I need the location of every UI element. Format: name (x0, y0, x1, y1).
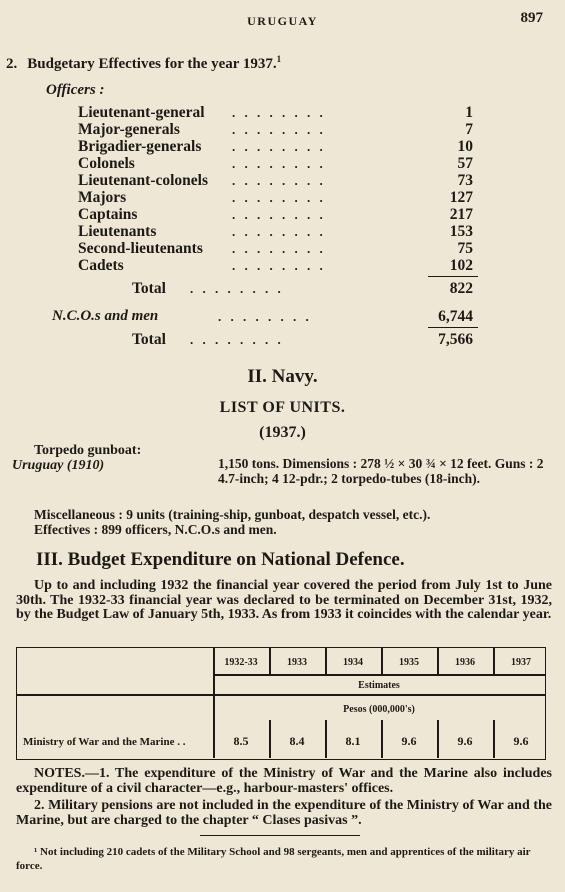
rank-label: Second-lieutenants (78, 240, 203, 257)
officer-row (0, 138, 565, 156)
units-year: (1937.) (259, 424, 306, 441)
rank-count: 217 (449, 206, 473, 223)
year-header: 1933 (287, 657, 307, 668)
rank-label: Majors (78, 189, 127, 206)
footnote: ¹ Not including 210 cadets of the Military School and 98 sergeants, men and apprentices of the military air force. (16, 846, 531, 872)
effectives-line: Effectives : 899 officers, N.C.O.s and men. (34, 522, 277, 537)
rank-count: 10 (457, 138, 473, 155)
rank-count: 75 (457, 240, 473, 257)
year-header: 1935 (399, 657, 419, 668)
officers-total-row (0, 280, 565, 298)
note-2: 2. Military pensions are not included in the expenditure of the Ministry of War and the Marine, but are charged to the chapter “ Clases pasivas ”. (16, 798, 552, 828)
officers-total-value: 822 (449, 280, 473, 297)
nco-label: N.C.O.s and men (52, 308, 159, 324)
financial-year-paragraph: Up to and including 1932 the financial year covered the period from July 1st to June 30th. The 1932-33 financial year was declared to be terminated on December 31st, 1932, by the Budget Law of January 5th, 1933. As from 1933 it coincides with the calendar year. (16, 578, 552, 622)
rank-label: Colonels (78, 155, 135, 172)
torpedo-gunboat-label: Torpedo gunboat: (34, 443, 142, 458)
officer-row (0, 206, 565, 224)
officer-row (0, 104, 565, 122)
budget-value: 9.6 (457, 734, 473, 748)
header-rule (17, 694, 545, 696)
officer-row (0, 240, 565, 258)
rank-count: 127 (449, 189, 473, 206)
budget-value: 9.6 (401, 734, 417, 748)
budget-value: 8.4 (289, 734, 305, 748)
year-header: 1934 (343, 657, 363, 668)
grand-total-row (0, 331, 565, 349)
rank-count: 153 (449, 223, 473, 240)
budget-value: 8.1 (345, 734, 361, 748)
rank-label: Brigadier-generals (78, 138, 202, 155)
footnote-ref: 1 (276, 54, 282, 64)
row-label: Ministry of War and the Marine . . (23, 736, 186, 748)
leader-dots: . . . . . . . . (232, 258, 326, 273)
nco-value: 6,744 (438, 308, 473, 325)
leader-dots: . . . . . . . . (232, 139, 326, 154)
officers-label: Officers : (46, 82, 105, 98)
rank-label: Lieutenant-general (78, 104, 205, 121)
officer-row (0, 189, 565, 207)
budget-table (16, 647, 546, 760)
nco-row (0, 308, 565, 326)
navy-title: II. Navy. (247, 366, 318, 387)
leader-dots: . . . . . . . . (232, 173, 326, 188)
leader-dots: . . . . . . . . (232, 241, 326, 256)
leader-dots: . . . . . . . . (232, 190, 326, 205)
leader-dots: . . . . . . . . (218, 309, 312, 324)
rank-count: 57 (457, 155, 473, 172)
leader-dots: . . . . . . . . (190, 332, 284, 347)
miscellaneous-block (34, 507, 554, 537)
officer-row (0, 172, 565, 190)
budget-value: 8.5 (233, 734, 249, 748)
header-rule (213, 674, 545, 676)
notes-block (16, 766, 552, 828)
running-head: URUGUAY (247, 14, 318, 28)
officer-row (0, 223, 565, 241)
section-2-title (6, 54, 281, 73)
unit-label: Pesos (000,000's) (343, 704, 415, 715)
leader-dots: . . . . . . . . (232, 156, 326, 171)
rank-count: 102 (449, 257, 473, 274)
year-header: 1932-33 (224, 657, 258, 668)
grand-total-value: 7,566 (438, 331, 473, 348)
leader-dots: . . . . . . . . (232, 207, 326, 222)
rank-label: Cadets (78, 257, 124, 274)
rank-label: Lieutenants (78, 223, 157, 240)
rank-label: Lieutenant-colonels (78, 172, 209, 189)
officer-row (0, 121, 565, 139)
note-1: NOTES.—1. The expenditure of the Ministry of War and the Marine also includes expenditure of a civil character—e.g., harbour-masters' offices. (16, 766, 552, 796)
ship-description: 1,150 tons. Dimensions : 278 ½ × 30 ¾ × 12 feet. Guns : 2 4.7-inch; 4 12-pdr.; 2 torpedo-tubes (18-inch). (218, 456, 544, 486)
total-label: Total (132, 331, 166, 348)
leader-dots: . . . . . . . . (232, 224, 326, 239)
budget-value: 9.6 (513, 734, 529, 748)
year-header: 1937 (511, 657, 531, 668)
officer-row (0, 155, 565, 173)
page-number: 897 (520, 10, 543, 26)
estimates-label: Estimates (358, 680, 400, 691)
leader-dots: . . . . . . . . (190, 281, 284, 296)
miscellaneous-line: Miscellaneous : 9 units (training-ship, gunboat, despatch vessel, etc.). (34, 507, 431, 522)
section-3-title: III. Budget Expenditure on National Defence. (36, 549, 405, 570)
footnote-rule (200, 835, 360, 836)
year-header: 1936 (455, 657, 475, 668)
ship-name: Uruguay (1910) (12, 458, 105, 473)
leader-dots: . . . . . . . . (232, 105, 326, 120)
officer-row (0, 257, 565, 275)
total-rule (428, 327, 478, 328)
section-title-text: Budgetary Effectives for the year 1937. (27, 56, 277, 72)
rank-label: Captains (78, 206, 138, 223)
leader-dots: . . . . . . . . (232, 122, 326, 137)
units-title: LIST OF UNITS. (219, 399, 346, 416)
subtotal-rule (428, 276, 478, 277)
rank-label: Major-generals (78, 121, 180, 138)
total-label: Total (132, 280, 166, 297)
section-number: 2. (6, 56, 18, 72)
rank-count: 73 (457, 172, 473, 189)
rank-count: 1 (465, 104, 473, 121)
rank-count: 7 (465, 121, 473, 138)
